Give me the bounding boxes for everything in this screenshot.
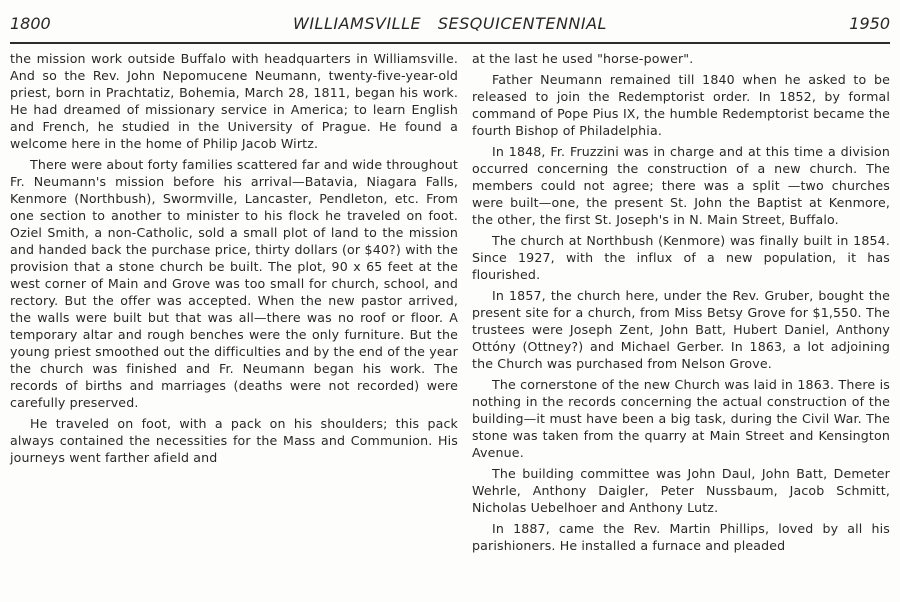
- right-column: [472, 50, 890, 558]
- header-rule: [10, 42, 890, 44]
- paragraph: Father Neumann remained till 1840 when he asked to be released to join the Redemptorist order. In 1852, by formal command of Pope Pius IX, the humble Redemptorist became the fourth Bishop of Philadelphia.: [472, 72, 890, 138]
- paragraph: He traveled on foot, with a pack on his shoulders; this pack always contained the necessities for the Mass and Communion. His journeys went farther afield and: [10, 416, 458, 465]
- running-header: [10, 14, 890, 38]
- paragraph: at the last he used "horse-power".: [472, 51, 694, 66]
- paragraph: The church at Northbush (Kenmore) was finally built in 1854. Since 1927, with the influx of a new population, it has flourished.: [472, 233, 890, 282]
- paragraph: In 1857, the church here, under the Rev. Gruber, bought the present site for a church, from Miss Betsy Grove for $1,550. The trustees were Joseph Zent, John Batt, Hubert Daniel, Anthony Ottóny (Ottney?) and Michael Gerber. In 1863, a lot adjoining the Church was purchased from Nelson Grove.: [472, 288, 890, 371]
- paragraph: the mission work outside Buffalo with headquarters in Williamsville. And so the Rev. John Nepomucene Neumann, twenty-five-year-old priest, born in Prachtatiz, Bohemia, March 28, 1811, began his work. He had dreamed of missionary service in America; to learn English and French, he studied in the University of Prague. He found a welcome here in the home of Philip Jacob Wirtz.: [10, 51, 458, 151]
- paragraph: In 1887, came the Rev. Martin Phillips, loved by all his parishioners. He installed a furnace and pleaded: [472, 521, 890, 553]
- paragraph: The cornerstone of the new Church was laid in 1863. There is nothing in the records concerning the actual construction of the building—it must have been a big task, during the Civil War. The stone was taken from the quarry at Main Street and Kensington Avenue.: [472, 377, 890, 460]
- paragraph: There were about forty families scattered far and wide throughout Fr. Neumann's mission before his arrival—Batavia, Niagara Falls, Kenmore (Northbush), Swormville, Lancaster, Pendleton, etc. From one section to another to minister to his flock he traveled on foot. Oziel Smith, a non-Catholic, sold a small plot of land to the mission and handed back the purchase price, thirty dollars (or $40?) with the provision that a stone church be built. The plot, 90 x 65 feet at the west corner of Main and Grove was too small for church, school, and rectory. But the offer was accepted. When the new pastor arrived, the walls were built but that was all—there was no roof or floor. A temporary altar and rough benches were the only furniture. But the young priest smoothed out the difficulties and by the end of the year the church was finished and Fr. Neumann began his work. The records of births and marriages (deaths were not recorded) were carefully preserved.: [10, 157, 458, 410]
- paragraph: The building committee was John Daul, John Batt, Demeter Wehrle, Anthony Daigler, Peter Nussbaum, Jacob Schmitt, Nicholas Uebelhoer and Anthony Lutz.: [472, 466, 890, 515]
- page-year-right: 1950: [849, 14, 890, 33]
- paragraph: In 1848, Fr. Fruzzini was in charge and at this time a division occurred concerning the construction of a new church. The members could not agree; there was a split —two churches were built—one, the present St. John the Baptist at Kenmore, the other, the first St. Joseph's in N. Main Street, Buffalo.: [472, 144, 890, 227]
- page-year-left: 1800: [10, 14, 51, 33]
- left-column: [10, 50, 458, 470]
- running-title: WILLIAMSVILLE SESQUICENTENNIAL: [293, 14, 607, 33]
